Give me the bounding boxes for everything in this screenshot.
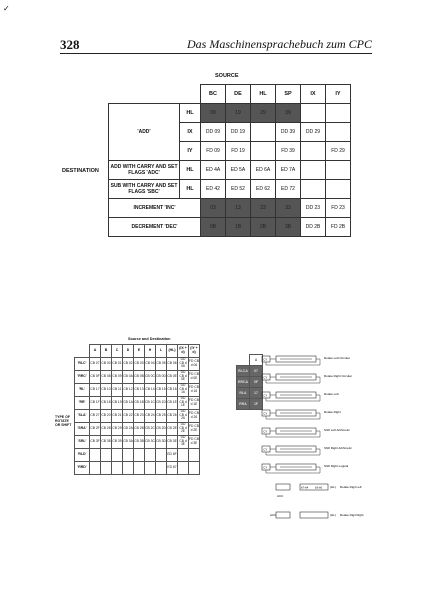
memory-box [300,512,328,518]
table-row [75,461,200,474]
opcode-cell: ED 52 [226,179,251,198]
opcode-cell [134,461,145,474]
operation-label: 'SRA' [75,422,90,435]
opcode-cell: DD 39 [276,122,301,141]
operation-description: Rotate Digit Right [340,513,364,517]
opcode-cell: CB 1F [90,396,101,409]
operation-description: Rotate Right Circular [324,374,352,378]
opcode-cell [123,461,134,474]
opcode-cell: CB 3C [145,435,156,448]
opcode-cell [326,122,351,141]
opcode-cell: 0F [250,377,263,388]
opcode-cell: ED 72 [276,179,301,198]
opcode-cell: DD CB d 26 [179,408,187,421]
opcode-cell: DD 19 [226,122,251,141]
opcode-cell [112,461,123,474]
opcode-cell: CB 08 [101,370,112,383]
carry-text: CY [263,429,268,434]
opcode-cell: CB 0A [123,370,134,383]
opcode-cell: 1F [250,399,263,410]
opcode-cell: FD CB d 3E [189,435,200,448]
acc-text: ACC [270,513,277,517]
opcode-cell: CB 01 [112,357,123,370]
opcode-cell: CB 2D [156,422,167,435]
accumulator-rotate-table [236,354,263,410]
operation-label: DECREMENT 'DEC' [109,217,201,236]
opcode-cell: DD CB d 06 [179,356,187,369]
operation-label: 'RRC' [75,370,90,383]
nibble-text: b7-b4 [301,485,309,490]
opcode-cell: CB 0B [134,370,145,383]
opcode-cell: CB 14 [145,383,156,396]
opcode-cell: CB 12 [123,383,134,396]
column-header: A [90,345,101,358]
column-header: A [250,355,263,366]
column-header: E [134,345,145,358]
opcode-cell [326,160,351,179]
opcode-cell: 2B [251,217,276,236]
opcode-cell: CB 3A [123,435,134,448]
opcode-cell: CB 17 [90,383,101,396]
opcode-cell: CB 2C [145,422,156,435]
operation-description: Shift Left Arithmetic [324,428,350,432]
opcode-cell: DD CB d 1E [179,395,187,408]
column-header: IX [301,85,326,104]
opcode-cell: CB 26 [167,409,178,422]
blank-cell [109,85,201,104]
opcode-cell: CB 1C [145,396,156,409]
column-header: C [112,345,123,358]
table-row [75,409,200,422]
register-label: IX [180,122,201,141]
opcode-cell: CB 00 [101,357,112,370]
opcode-cell [101,448,112,461]
opcode-cell: CB 21 [112,409,123,422]
register-label: HL [180,103,201,122]
opcode-cell: CB 03 [134,357,145,370]
table-row [75,396,200,409]
operation-label: 'RL' [75,383,90,396]
carry-text: CY [263,375,268,380]
opcode-cell [326,103,351,122]
carry-text: CY [263,411,268,416]
opcode-cell [189,448,200,461]
page-header [60,37,372,54]
operation-label: RRA [237,399,250,410]
opcode-cell: FD CB d 1E [189,396,200,409]
operation-label: 'RRD' [75,461,90,474]
opcode-cell [90,448,101,461]
register-label: HL [180,179,201,198]
source-destination-title: Source and Destination [128,337,171,341]
opcode-cell: DD CB d 2E [179,421,187,434]
opcode-cell [301,103,326,122]
opcode-cell: ED 62 [251,179,276,198]
opcode-cell: CB 16 [167,383,178,396]
book-title: Das Maschinensprachebuch zum CPC [187,37,372,51]
opcode-cell: 0B [201,217,226,236]
opcode-cell: CB 11 [112,383,123,396]
register-label: HL [180,160,201,179]
type-of-rotate-label: TYPE OF ROTATE OR SHIFT [55,415,72,428]
operation-description: Rotate Left [324,392,339,396]
opcode-cell: FD 39 [276,141,301,160]
opcode-cell: FD 09 [201,141,226,160]
register-label: IY [180,141,201,160]
opcode-cell: CB 05 [156,357,167,370]
opcode-cell: CB 25 [156,409,167,422]
operation-label: 'ADD' [109,103,180,160]
column-header: (IY + d) [189,345,200,358]
opcode-cell: 39 [276,103,301,122]
table-row [75,448,200,461]
column-header: HL [251,85,276,104]
operation-label: 'SRL' [75,435,90,448]
operation-label: SUB WITH CARRY AND SET FLAGS 'SBC' [109,179,180,198]
opcode-cell: FD 23 [326,198,351,217]
rotate-diagrams [260,354,380,554]
opcode-cell: CB 38 [101,435,112,448]
opcode-cell: 07 [250,366,263,377]
column-header: SP [276,85,301,104]
opcode-cell: 33 [276,198,301,217]
opcode-cell [301,160,326,179]
opcode-cell: ED 7A [276,160,301,179]
column-header: BC [201,85,226,104]
opcode-cell: ED 42 [201,179,226,198]
operation-label: 'SLA' [75,409,90,422]
opcode-cell: FD 2B [326,217,351,236]
opcode-cell: CB 1A [123,396,134,409]
opcode-cell [301,141,326,160]
opcode-cell: CB 2F [90,422,101,435]
opcode-cell [251,122,276,141]
column-header: D [123,345,134,358]
opcode-cell: CB 09 [112,370,123,383]
opcode-cell [178,448,189,461]
acc-text: ACC [277,494,284,498]
opcode-cell: CB 1E [167,396,178,409]
opcode-cell [90,461,101,474]
operation-label: 'RLD' [75,448,90,461]
rotate-shift-table [74,344,200,475]
opcode-cell: FD CB d 0E [189,370,200,383]
opcode-cell: CB 20 [101,409,112,422]
opcode-cell: CB 1B [134,396,145,409]
operation-label: 'RR' [75,396,90,409]
acc-box [276,484,290,490]
page-number: 328 [60,37,80,52]
opcode-cell [123,448,134,461]
opcode-cell: CB 13 [134,383,145,396]
table-row [75,435,200,448]
opcode-cell: ED 67 [167,461,178,474]
carry-text: CY [263,447,268,452]
opcode-cell: DD 2B [301,217,326,236]
opcode-cell: ED 6A [251,160,276,179]
opcode-cell: CB 04 [145,357,156,370]
table-row [75,422,200,435]
column-header: IY [326,85,351,104]
opcode-cell: FD CB d 2E [189,422,200,435]
opcode-cell: FD CB d 26 [189,409,200,422]
operation-description: Shift Right Logical [324,464,349,468]
opcode-cell: DD CB d 16 [179,382,187,395]
opcode-cell: CB 3F [90,435,101,448]
opcode-cell: CB 15 [156,383,167,396]
opcode-cell: DD 29 [301,122,326,141]
blank-cell [75,345,90,358]
opcode-cell [145,461,156,474]
opcode-cell: CB 27 [90,409,101,422]
opcode-cell [301,179,326,198]
opcode-cell: FD CB d 16 [189,383,200,396]
opcode-cell: CB 3D [156,435,167,448]
opcode-cell: CB 2E [167,422,178,435]
opcode-cell: FD 19 [226,141,251,160]
nibble-text: b3-b0 [315,485,323,490]
opcode-cell: CB 0F [90,370,101,383]
operation-label: RLCA [237,366,250,377]
carry-text: CY [263,393,268,398]
opcode-cell [134,448,145,461]
opcode-cell: CB 10 [101,383,112,396]
column-header: (HL) [167,345,178,358]
operation-label: RRCA [237,377,250,388]
hl-text: (HL) [330,513,336,517]
opcode-cell: CB 23 [134,409,145,422]
opcode-cell: ED 4A [201,160,226,179]
operation-description: Shift Right Arithmetic [324,446,352,450]
table-row [75,370,200,383]
opcode-cell: DD 09 [201,122,226,141]
opcode-cell [178,461,189,474]
opcode-cell: CB 29 [112,422,123,435]
opcode-cell [156,448,167,461]
opcode-cell: DD CB d 3E [179,434,187,447]
opcode-cell: CB 18 [101,396,112,409]
column-header: H [145,345,156,358]
opcode-cell [189,461,200,474]
opcode-cell [145,448,156,461]
opcode-cell: DD 23 [301,198,326,217]
operation-label: ADD WITH CARRY AND SET FLAGS 'ADC' [109,160,180,179]
opcode-cell: 23 [251,198,276,217]
opcode-cell: CB 28 [101,422,112,435]
opcode-cell: 13 [226,198,251,217]
opcode-cell: ED 6F [167,448,178,461]
opcode-cell [326,179,351,198]
opcode-cell: CB 3B [134,435,145,448]
opcode-cell: CB 02 [123,357,134,370]
operation-label: RLA [237,388,250,399]
column-header: B [101,345,112,358]
opcode-cell: CB 2A [123,422,134,435]
opcode-cell: CB 1D [156,396,167,409]
column-header: (IX + d) [178,345,189,358]
source-label: SOURCE [215,73,239,79]
blank-cell [237,355,250,366]
table-row [75,383,200,396]
margin-mark: ✓ [3,4,10,13]
opcode-cell: 3B [276,217,301,236]
operation-description: Rotate Right [324,410,341,414]
column-header: L [156,345,167,358]
operation-label: 'RLC' [75,357,90,370]
acc-box [276,512,290,518]
opcode-cell: CB 0E [167,370,178,383]
opcode-cell: DD CB d 0E [179,369,187,382]
carry-text: CY [263,465,268,470]
destination-label: DESTINATION [62,168,99,174]
opcode-cell: FD 29 [326,141,351,160]
opcode-cell: 03 [201,198,226,217]
opcode-cell: FD CB d 06 [189,357,200,370]
opcode-cell: 09 [201,103,226,122]
opcode-cell: CB 3E [167,435,178,448]
opcode-cell [251,141,276,160]
register-arithmetic-table [108,84,351,237]
opcode-cell: CB 19 [112,396,123,409]
opcode-cell [156,461,167,474]
operation-description: Rotate Digit Left [340,485,362,489]
opcode-cell: CB 06 [167,357,178,370]
opcode-cell: CB 39 [112,435,123,448]
operation-label: INCREMENT 'INC' [109,198,201,217]
opcode-cell: CB 22 [123,409,134,422]
opcode-cell: 29 [251,103,276,122]
opcode-cell: CB 2B [134,422,145,435]
operation-description: Rotate Left Circular [324,356,350,360]
opcode-cell: CB 0C [145,370,156,383]
opcode-cell: CB 0D [156,370,167,383]
opcode-cell [101,461,112,474]
opcode-cell: ED 5A [226,160,251,179]
carry-text: CY [263,357,268,362]
opcode-cell: 17 [250,388,263,399]
column-header: DE [226,85,251,104]
table-row [75,357,200,370]
opcode-cell [112,448,123,461]
opcode-cell: 19 [226,103,251,122]
hl-text: (HL) [330,485,336,489]
opcode-cell: 1B [226,217,251,236]
opcode-cell: CB 07 [90,357,101,370]
opcode-cell: CB 24 [145,409,156,422]
